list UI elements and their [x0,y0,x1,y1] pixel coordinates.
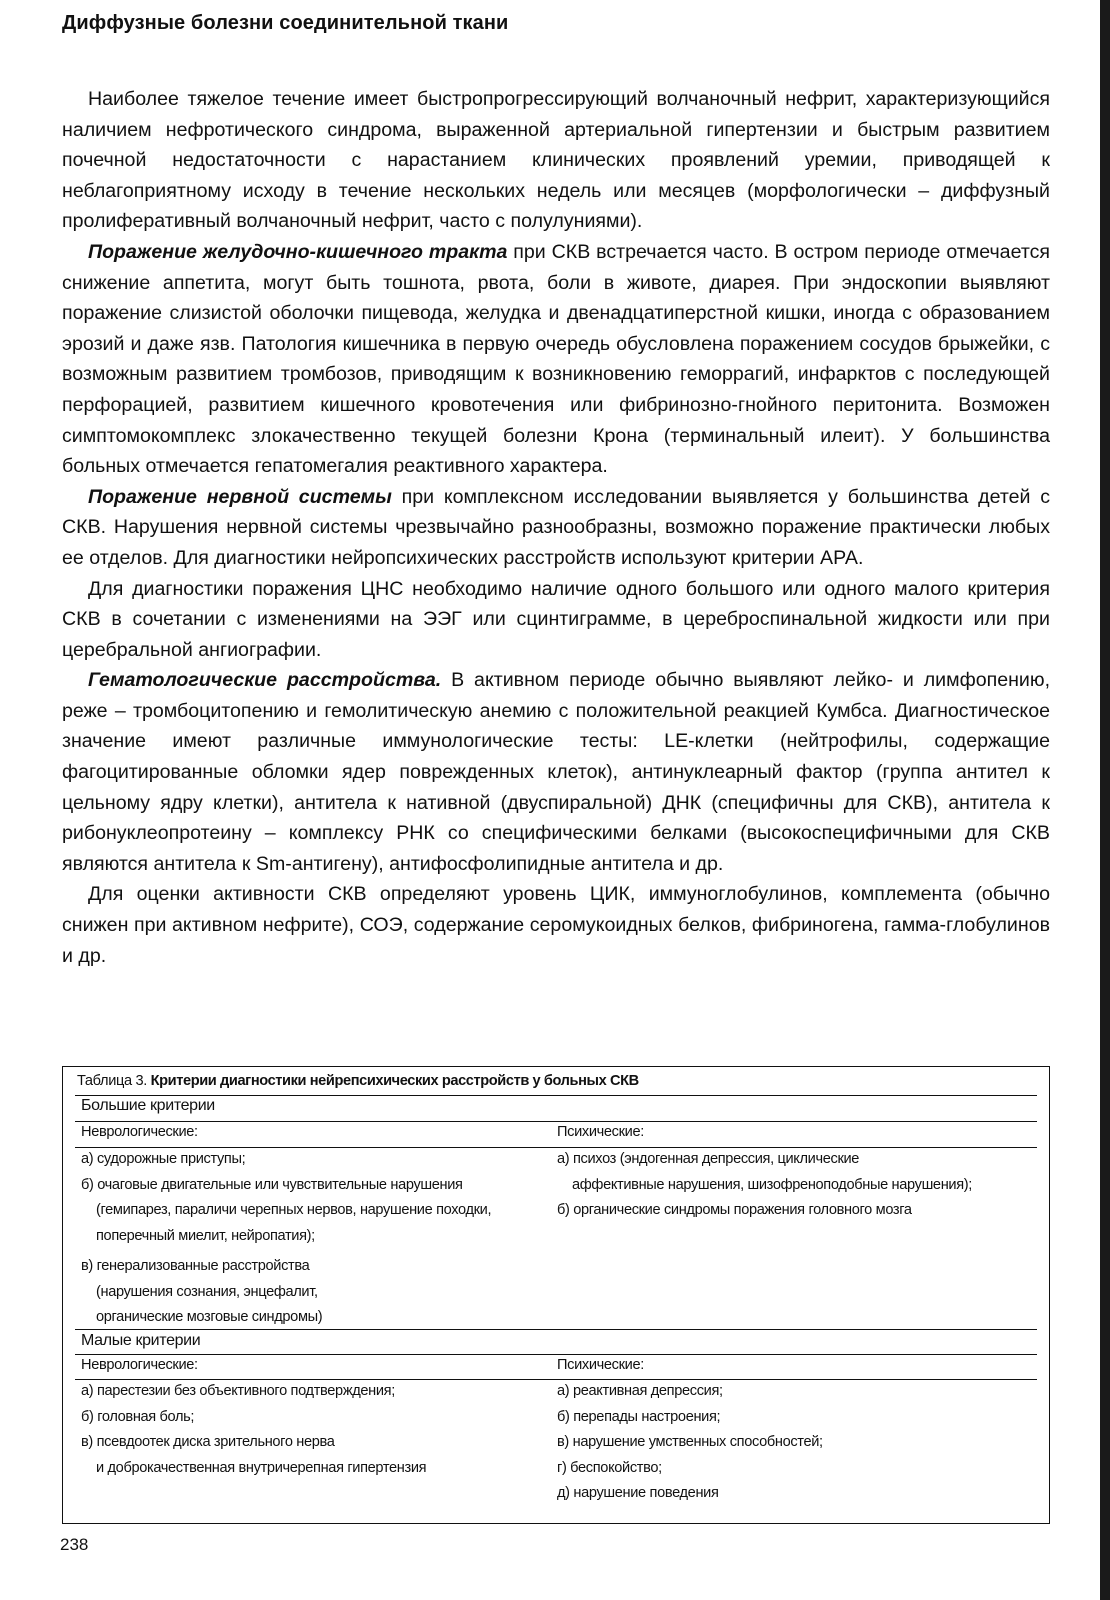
list-item: а) реактивная депрессия; [557,1383,723,1399]
minor-psych-heading: Психические: [557,1357,644,1373]
minor-criteria-label: Малые критерии [81,1332,201,1349]
list-item: б) головная боль; [81,1408,195,1425]
minor-neuro-heading: Неврологические: [81,1357,198,1373]
list-item: б) органические синдромы поражения головного мозга [557,1202,912,1218]
list-item: в) псевдоотек диска зрительного нерва [81,1434,335,1450]
list-item: б) очаговые двигательные или чувствительные нарушения [81,1176,463,1193]
body-text [62,84,1050,971]
minor-neuro-list [81,1379,426,1481]
page-edge-shadow [1100,0,1110,1600]
list-item: (гемипарез, параличи черепных нервов, нарушение походки, [96,1202,492,1218]
table-rule [75,1354,1037,1355]
table-rule [75,1329,1037,1330]
paragraph-gi-tract: Поражение желудочно-кишечного тракта при СКВ встречается часто. В остром периоде отмечается снижение аппетита, могут быть тошнота, рвота, боли в животе, диарея. При эндоскопии выявляют поражение слизистой оболочки пищевода, желудка и двенадцатиперстной кишки, иногда с образованием эрозий и даже язв. Патология кишечника в первую очередь обусловлена поражением сосудов брыжейки, с возможным развитием тромбозов, приводящим к возникновению геморрагий, инфарктов с последующей перфорацией, развитием кишечного кровотечения или фибринозно-гнойного перитонита. Возможен симптомокомплекс злокачественно текущей болезни Крона (терминальный илеит). У большинства больных отмечается гепатомегалия реактивного характера. [62,240,1050,478]
list-item: в) генерализованные расстройства [81,1258,310,1274]
paragraph-activity: Для оценки активности СКВ определяют уровень ЦИК, иммуноглобулинов, комплемента (обычно снижен при активном нефрите), СОЭ, содержание серомукоидных белков, фибриногена, гамма-глобулинов и др. [62,883,1050,967]
paragraph-cns-diagnosis: Для диагностики поражения ЦНС необходимо наличие одного большого или одного малого критерия СКВ в сочетании с изменениями на ЭЭГ или сцинтиграмме, в цереброспинальной жидкости или при церебральной ангиографии. [62,577,1050,661]
major-neuro-heading: Неврологические: [81,1124,198,1140]
table-rule [75,1095,1037,1096]
major-psych-list [557,1147,972,1224]
running-head: Диффузные болезни соединительной ткани [62,12,509,34]
list-item: органические мозговые синдромы) [96,1309,323,1325]
table-rule [75,1121,1037,1122]
list-item: аффективные нарушения, шизофреноподобные нарушения); [572,1176,972,1193]
major-criteria-label: Большие критерии [81,1097,215,1114]
page-number: 238 [60,1535,89,1554]
major-psych-heading: Психические: [557,1124,644,1140]
list-item: (нарушения сознания, энцефалит, [96,1283,318,1300]
list-item: а) судорожные приступы; [81,1151,246,1167]
list-item: поперечный миелит, нейропатия); [96,1227,315,1244]
criteria-table [62,1066,1050,1524]
major-neuro-list [81,1147,491,1331]
paragraph-nervous-system: Поражение нервной системы при комплексном исследовании выявляется у большинства детей с СКВ. Нарушения нервной системы чрезвычайно разнообразны, возможно поражение практически любых ее отделов. Для диагностики нейропсихических расстройств используют критерии АРА. [62,485,1050,569]
table-caption: Таблица 3. Критерии диагностики нейрепсихических расстройств у больных СКВ [77,1073,639,1089]
list-item: и доброкачественная внутричерепная гипертензия [96,1459,427,1476]
minor-psych-list [557,1379,823,1507]
list-item: а) психоз (эндогенная депрессия, циклические [557,1151,860,1167]
list-item: а) парестезии без объективного подтверждения; [81,1383,395,1399]
list-item: в) нарушение умственных способностей; [557,1434,823,1450]
paragraph-nephritis: Наиболее тяжелое течение имеет быстропрогрессирующий волчаночный нефрит, характеризующийся наличием нефротического синдрома, выраженной артериальной гипертензии и быстрым развитием почечной недостаточности с нарастанием клинических проявлений уремии, приводящей к неблагоприятному исходу в течение нескольких недель или месяцев (морфологически – диффузный пролиферативный волчаночный нефрит, часто с полулуниями). [62,88,1050,233]
list-item: д) нарушение поведения [557,1485,719,1501]
list-item: б) перепады настроения; [557,1408,721,1425]
paragraph-hematology: Гематологические расстройства. В активном периоде обычно выявляют лейко- и лимфопению, реже – тромбоцитопению и гемолитическую анемию с положительной реакцией Кумбса. Диагностическое значение имеют различные иммунологические тесты: LE-клетки (нейтрофилы, содержащие фагоцитированные обломки ядер поврежденных клеток), антинуклеарный фактор (группа антител к цельному ядру клетки), антитела к нативной (двуспиральной) ДНК (специфичны для СКВ), антитела к рибонуклеопротеину – комплексу РНК со специфическими белками (высокоспецифичными для СКВ являются антитела к Sm-антигену), антифосфолипидные антитела и др. [62,669,1051,875]
list-item: г) беспокойство; [557,1459,662,1476]
